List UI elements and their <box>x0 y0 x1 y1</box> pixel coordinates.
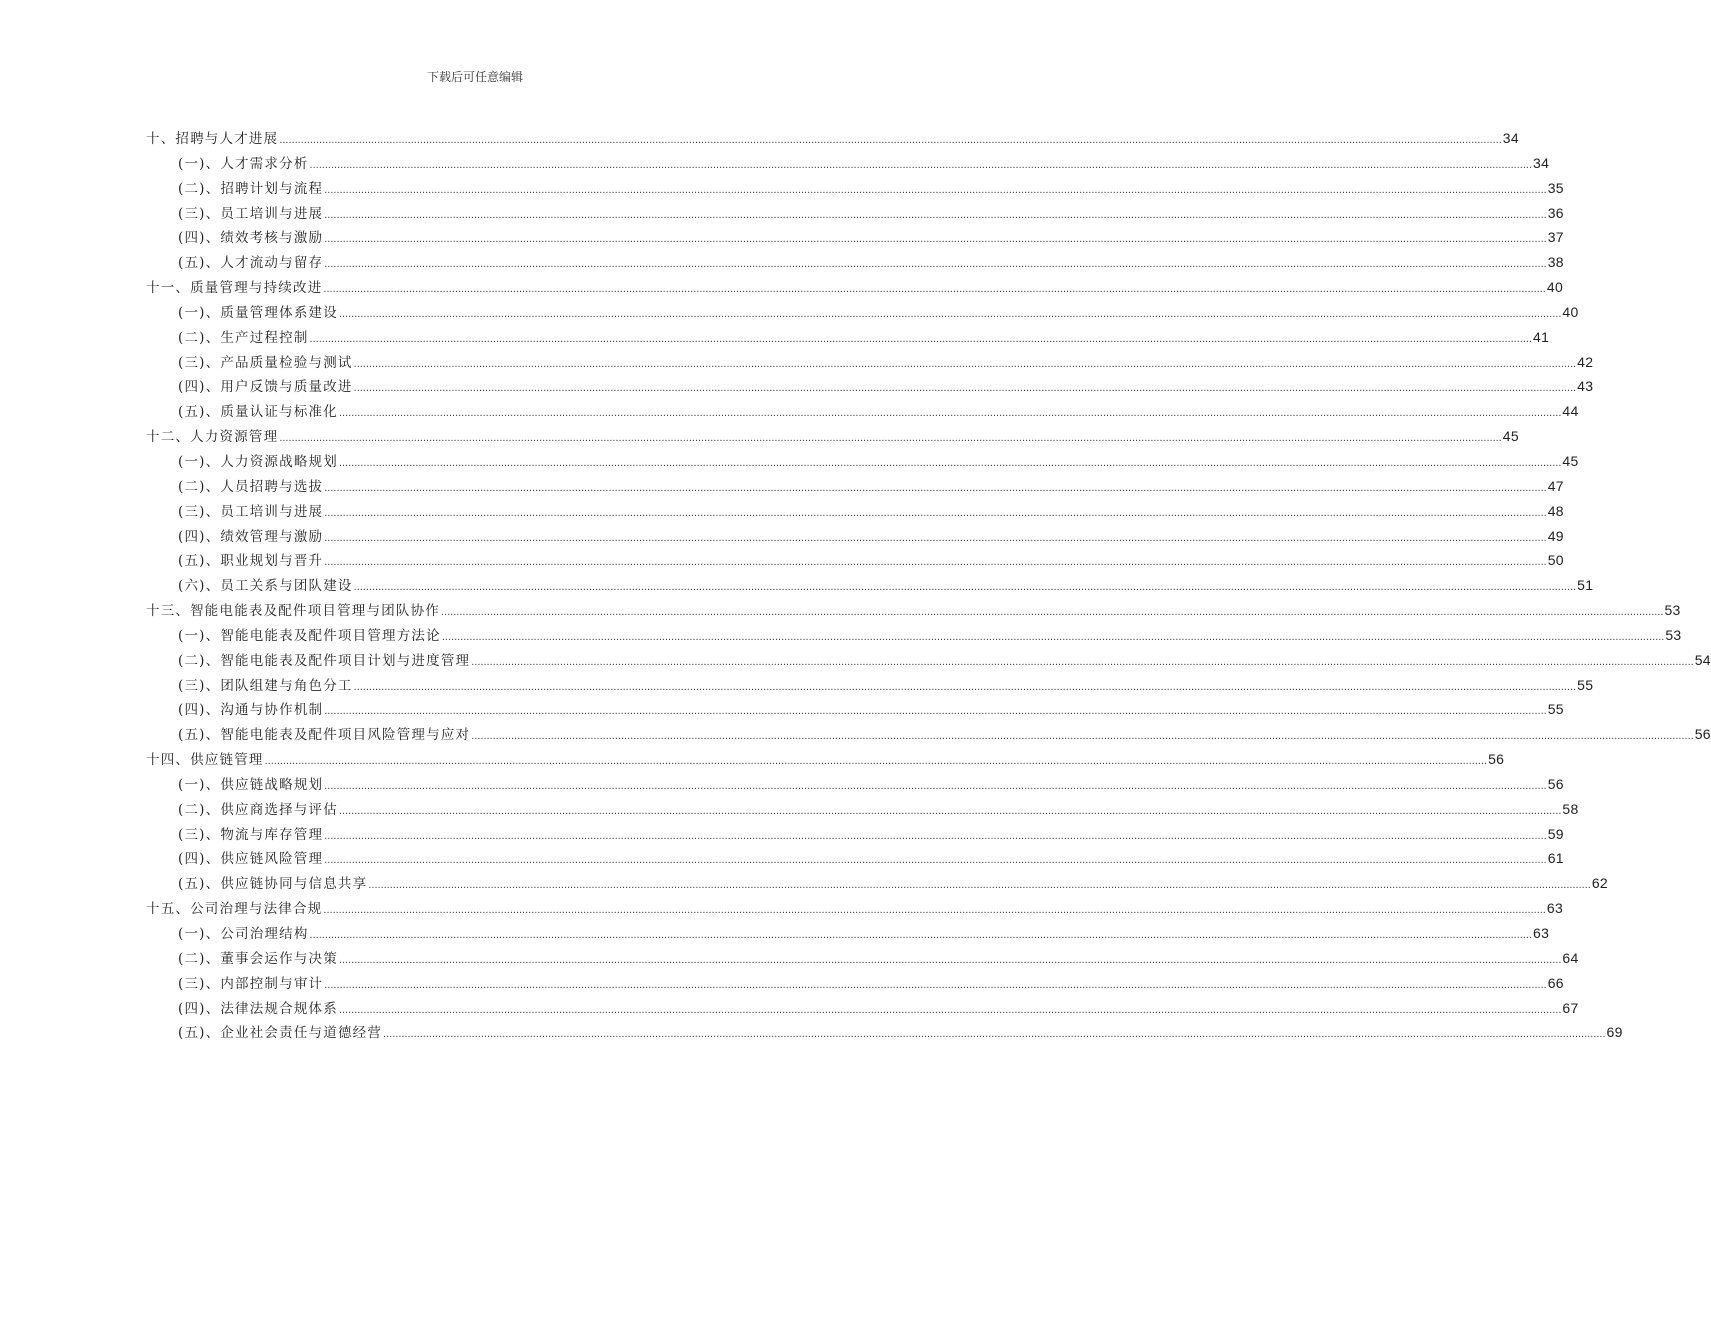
toc-entry-title: (一)、智能电能表及配件项目管理方法论 <box>178 627 441 644</box>
toc-section-entry[interactable] <box>146 325 1550 350</box>
toc-page-number: 41 <box>1533 328 1550 345</box>
toc-section-entry[interactable] <box>146 772 1564 797</box>
toc-entry-title: (五)、企业社会责任与道德经营 <box>178 1025 383 1042</box>
toc-section-entry[interactable] <box>146 399 1579 424</box>
toc-page-number: 38 <box>1547 254 1564 271</box>
toc-section-entry[interactable] <box>146 797 1579 822</box>
toc-page-number: 63 <box>1533 925 1550 941</box>
toc-page-number: 36 <box>1547 204 1564 221</box>
toc-dot-leader: ................................................................................................................................................................................................................................................................................................................................................................................................................ <box>323 904 1546 917</box>
toc-entry-title: (三)、员工培训与进展 <box>178 205 324 222</box>
toc-entry-title: (四)、绩效管理与激励 <box>178 528 324 545</box>
toc-dot-leader: ................................................................................................................................................................................................................................................................................................................................................................................................................ <box>324 233 1547 246</box>
toc-entry-title: (三)、员工培训与进展 <box>178 503 324 520</box>
toc-entry-title: (一)、公司治理结构 <box>178 926 309 942</box>
toc-page-number: 50 <box>1547 552 1564 569</box>
toc-entry-title: (三)、内部控制与审计 <box>178 975 324 992</box>
toc-section-entry[interactable] <box>146 573 1594 598</box>
table-of-contents <box>146 126 1711 1045</box>
toc-section-entry[interactable] <box>146 300 1579 325</box>
toc-page-number: 42 <box>1577 353 1594 370</box>
toc-section-entry[interactable] <box>146 524 1564 549</box>
toc-dot-leader: ................................................................................................................................................................................................................................................................................................................................................................................................................ <box>324 854 1547 867</box>
toc-dot-leader: ................................................................................................................................................................................................................................................................................................................................................................................................................ <box>279 432 1502 445</box>
toc-chapter-entry[interactable] <box>146 747 1505 772</box>
toc-section-entry[interactable] <box>146 673 1594 698</box>
toc-dot-leader: ................................................................................................................................................................................................................................................................................................................................................................................................................ <box>324 481 1547 494</box>
toc-section-entry[interactable] <box>146 1020 1623 1045</box>
toc-page-number: 49 <box>1547 527 1564 544</box>
page-header: 下载后可任意编辑 <box>426 70 523 84</box>
toc-dot-leader: ................................................................................................................................................................................................................................................................................................................................................................................................................ <box>353 357 1577 370</box>
toc-page-number: 54 <box>1694 651 1711 668</box>
toc-page-number: 53 <box>1665 626 1682 643</box>
toc-section-entry[interactable] <box>146 846 1564 871</box>
toc-dot-leader: ................................................................................................................................................................................................................................................................................................................................................................................................................ <box>324 779 1547 792</box>
toc-chapter-entry[interactable] <box>146 896 1564 921</box>
toc-entry-title: 十五、公司治理与法律合规 <box>146 901 323 918</box>
toc-page-number: 43 <box>1577 378 1594 395</box>
toc-dot-leader: ................................................................................................................................................................................................................................................................................................................................................................................................................ <box>264 755 1488 768</box>
toc-dot-leader: ................................................................................................................................................................................................................................................................................................................................................................................................................ <box>309 929 1533 941</box>
toc-dot-leader: ................................................................................................................................................................................................................................................................................................................................................................................................................ <box>338 307 1562 320</box>
toc-entry-title: (二)、人员招聘与选拔 <box>178 478 324 495</box>
toc-section-entry[interactable] <box>146 921 1550 946</box>
toc-page-number: 34 <box>1502 130 1519 146</box>
toc-section-entry[interactable] <box>146 176 1564 201</box>
toc-section-entry[interactable] <box>146 374 1594 399</box>
toc-entry-title: (二)、生产过程控制 <box>178 329 309 346</box>
toc-section-entry[interactable] <box>146 623 1682 648</box>
toc-dot-leader: ................................................................................................................................................................................................................................................................................................................................................................................................................ <box>383 1028 1606 1041</box>
toc-page-number: 35 <box>1547 179 1564 196</box>
toc-entry-title: (二)、供应商选择与评估 <box>178 801 338 818</box>
toc-page-number: 40 <box>1546 279 1564 296</box>
toc-dot-leader: ................................................................................................................................................................................................................................................................................................................................................................................................................ <box>324 506 1547 519</box>
toc-dot-leader: ................................................................................................................................................................................................................................................................................................................................................................................................................ <box>338 804 1562 817</box>
toc-section-entry[interactable] <box>146 871 1608 896</box>
toc-entry-title: 十二、人力资源管理 <box>146 429 279 446</box>
toc-entry-title: (二)、招聘计划与流程 <box>178 180 324 197</box>
toc-dot-leader: ................................................................................................................................................................................................................................................................................................................................................................................................................ <box>309 332 1533 345</box>
toc-section-entry[interactable] <box>146 548 1564 573</box>
toc-page-number: 61 <box>1547 850 1564 867</box>
toc-dot-leader: ................................................................................................................................................................................................................................................................................................................................................................................................................ <box>441 606 1664 619</box>
toc-dot-leader: ................................................................................................................................................................................................................................................................................................................................................................................................................ <box>324 978 1547 991</box>
toc-entry-title: (二)、智能电能表及配件项目计划与进度管理 <box>178 652 471 669</box>
toc-page-number: 47 <box>1547 477 1564 494</box>
toc-page-number: 56 <box>1488 751 1505 768</box>
toc-section-entry[interactable] <box>146 722 1711 747</box>
toc-page-number: 58 <box>1562 800 1579 817</box>
toc-dot-leader: ................................................................................................................................................................................................................................................................................................................................................................................................................ <box>324 208 1547 221</box>
toc-section-entry[interactable] <box>146 697 1564 722</box>
toc-entry-title: (一)、供应链战略规划 <box>178 776 324 793</box>
toc-dot-leader: ................................................................................................................................................................................................................................................................................................................................................................................................................ <box>324 183 1547 196</box>
toc-page-number: 34 <box>1533 154 1550 171</box>
toc-entry-title: (四)、绩效考核与激励 <box>178 230 324 247</box>
toc-dot-leader: ................................................................................................................................................................................................................................................................................................................................................................................................................ <box>368 879 1591 892</box>
toc-entry-title: (一)、人力资源战略规划 <box>178 453 338 470</box>
toc-page-number: 40 <box>1562 303 1579 320</box>
toc-entry-title: (五)、供应链协同与信息共享 <box>178 876 368 893</box>
toc-entry-title: (五)、人才流动与留存 <box>178 255 324 272</box>
toc-section-entry[interactable] <box>146 449 1579 474</box>
toc-entry-title: 十三、智能电能表及配件项目管理与团队协作 <box>146 603 440 620</box>
toc-dot-leader: ................................................................................................................................................................................................................................................................................................................................................................................................................ <box>324 705 1547 718</box>
toc-section-entry[interactable] <box>146 201 1564 226</box>
toc-dot-leader: ................................................................................................................................................................................................................................................................................................................................................................................................................ <box>353 680 1577 693</box>
toc-page-number: 37 <box>1547 229 1564 246</box>
toc-entry-title: (五)、质量认证与标准化 <box>178 404 338 421</box>
toc-page-number: 51 <box>1577 577 1594 594</box>
toc-page-number: 44 <box>1562 403 1579 420</box>
toc-section-entry[interactable] <box>146 499 1564 524</box>
toc-dot-leader: ................................................................................................................................................................................................................................................................................................................................................................................................................ <box>279 134 1502 146</box>
toc-entry-title: (四)、供应链风险管理 <box>178 851 324 868</box>
toc-page-number: 66 <box>1547 974 1564 991</box>
toc-entry-title: (一)、人才需求分析 <box>178 155 309 172</box>
toc-entry-title: (六)、员工关系与团队建设 <box>178 578 353 595</box>
toc-dot-leader: ................................................................................................................................................................................................................................................................................................................................................................................................................ <box>324 556 1547 569</box>
toc-section-entry[interactable] <box>146 225 1564 250</box>
toc-page-number: 45 <box>1502 428 1519 445</box>
toc-section-entry[interactable] <box>146 474 1564 499</box>
toc-page-number: 59 <box>1547 825 1564 842</box>
toc-page-number: 55 <box>1547 701 1564 718</box>
toc-section-entry[interactable] <box>146 822 1564 847</box>
toc-entry-title: (二)、董事会运作与决策 <box>178 950 338 967</box>
toc-chapter-entry[interactable] <box>146 598 1681 623</box>
toc-entry-title: 十四、供应链管理 <box>146 752 264 769</box>
toc-entry-title: (三)、产品质量检验与测试 <box>178 354 353 371</box>
toc-entry-title: 十、招聘与人才进展 <box>146 131 279 147</box>
toc-entry-title: (四)、法律法规合规体系 <box>178 1000 338 1017</box>
toc-entry-title: (五)、职业规划与晋升 <box>178 553 324 570</box>
toc-entry-title: (五)、智能电能表及配件项目风险管理与应对 <box>178 727 471 744</box>
toc-page-number: 56 <box>1547 775 1564 792</box>
toc-page-number: 62 <box>1591 875 1608 892</box>
toc-dot-leader: ................................................................................................................................................................................................................................................................................................................................................................................................................ <box>338 1003 1562 1016</box>
toc-dot-leader: ................................................................................................................................................................................................................................................................................................................................................................................................................ <box>323 283 1546 296</box>
toc-entry-title: (一)、质量管理体系建设 <box>178 304 338 321</box>
toc-entry-title: 十一、质量管理与持续改进 <box>146 280 323 297</box>
toc-chapter-entry[interactable] <box>146 275 1564 300</box>
toc-dot-leader: ................................................................................................................................................................................................................................................................................................................................................................................................................ <box>338 407 1562 420</box>
toc-dot-leader: ................................................................................................................................................................................................................................................................................................................................................................................................................ <box>324 531 1547 544</box>
toc-section-entry[interactable] <box>146 250 1564 275</box>
toc-dot-leader: ................................................................................................................................................................................................................................................................................................................................................................................................................ <box>471 730 1694 743</box>
toc-chapter-entry[interactable] <box>146 424 1519 449</box>
toc-page-number: 63 <box>1546 900 1564 917</box>
toc-chapter-entry[interactable] <box>146 126 1519 151</box>
toc-dot-leader: ................................................................................................................................................................................................................................................................................................................................................................................................................ <box>338 953 1562 966</box>
toc-dot-leader: ................................................................................................................................................................................................................................................................................................................................................................................................................ <box>353 581 1577 594</box>
toc-entry-title: (四)、用户反馈与质量改进 <box>178 379 353 396</box>
toc-page-number: 67 <box>1562 999 1579 1016</box>
toc-section-entry[interactable] <box>146 996 1579 1021</box>
toc-page-number: 48 <box>1547 502 1564 519</box>
toc-entry-title: (四)、沟通与协作机制 <box>178 702 324 719</box>
toc-dot-leader: ................................................................................................................................................................................................................................................................................................................................................................................................................ <box>324 829 1547 842</box>
toc-page-number: 45 <box>1562 452 1579 469</box>
toc-dot-leader: ................................................................................................................................................................................................................................................................................................................................................................................................................ <box>309 158 1533 171</box>
toc-page-number: 64 <box>1562 949 1579 966</box>
toc-section-entry[interactable] <box>146 648 1711 673</box>
toc-entry-title: (三)、物流与库存管理 <box>178 826 324 843</box>
toc-page-number: 56 <box>1694 726 1711 743</box>
toc-page-number: 55 <box>1577 676 1594 693</box>
toc-dot-leader: ................................................................................................................................................................................................................................................................................................................................................................................................................ <box>441 630 1665 643</box>
toc-entry-title: (三)、团队组建与角色分工 <box>178 677 353 694</box>
toc-page-number: 69 <box>1606 1024 1623 1041</box>
toc-dot-leader: ................................................................................................................................................................................................................................................................................................................................................................................................................ <box>324 258 1547 271</box>
toc-section-entry[interactable] <box>146 946 1579 971</box>
toc-dot-leader: ................................................................................................................................................................................................................................................................................................................................................................................................................ <box>338 456 1562 469</box>
toc-page-number: 53 <box>1664 602 1681 619</box>
toc-section-entry[interactable] <box>146 971 1564 996</box>
toc-section-entry[interactable] <box>146 350 1594 375</box>
toc-dot-leader: ................................................................................................................................................................................................................................................................................................................................................................................................................ <box>471 655 1694 668</box>
toc-section-entry[interactable] <box>146 151 1550 176</box>
toc-dot-leader: ................................................................................................................................................................................................................................................................................................................................................................................................................ <box>353 382 1577 395</box>
